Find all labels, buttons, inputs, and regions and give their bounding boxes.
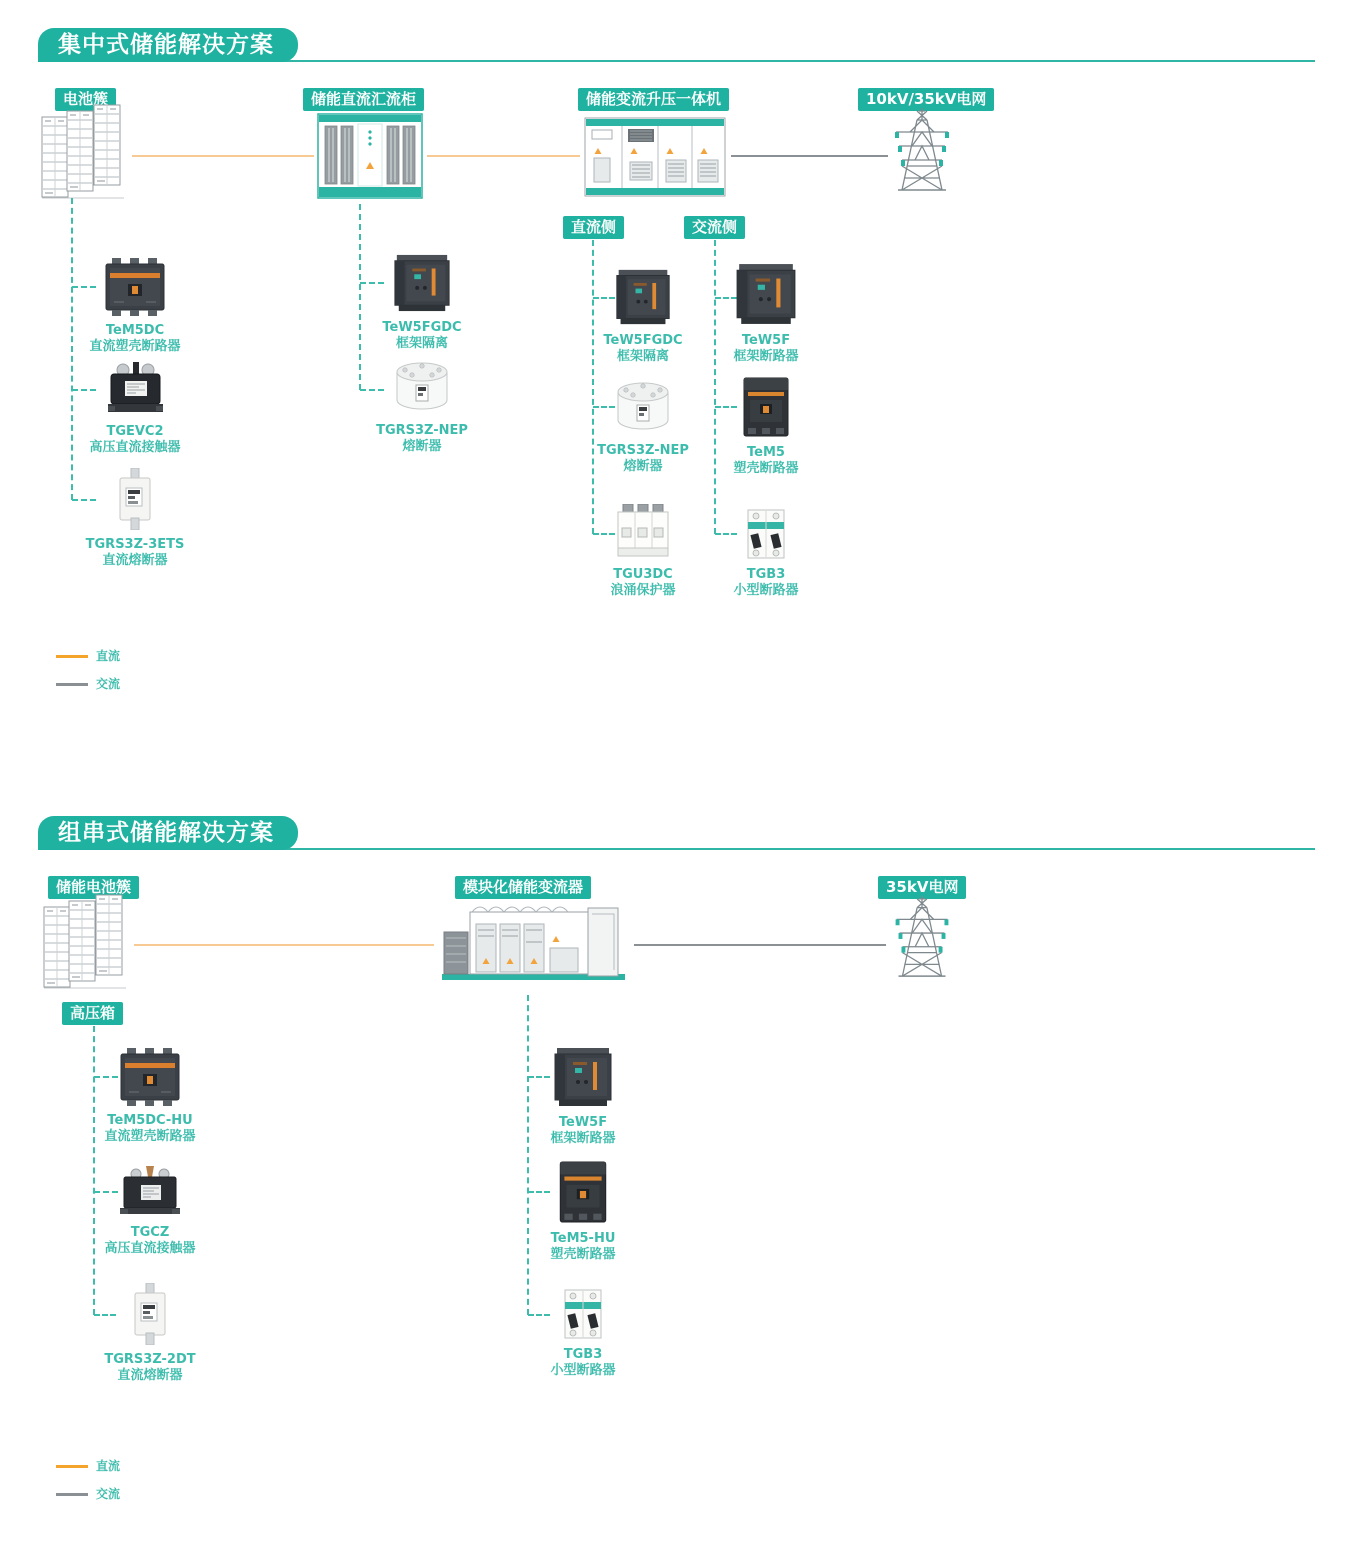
mccb-product-image bbox=[104, 258, 166, 316]
product-name: 直流塑壳断路器 bbox=[89, 339, 181, 354]
cylinder-fuse-product-image bbox=[393, 358, 451, 416]
legend-ac-label: 交流 bbox=[96, 677, 121, 691]
cylinder-fuse-product-image bbox=[614, 378, 672, 436]
legend-dc-label: 直流 bbox=[96, 649, 121, 663]
product-model: TGCZ bbox=[130, 1225, 170, 1240]
product-name: 框架断路器 bbox=[550, 1131, 616, 1146]
product-model: TeM5 bbox=[747, 445, 785, 460]
legend-dc-line bbox=[56, 1465, 88, 1468]
product-model: TeW5F bbox=[741, 333, 791, 348]
acb-product-image bbox=[735, 262, 797, 326]
dc-combiner-cabinet-illustration bbox=[316, 110, 424, 202]
node-label-pcs-booster: 储能变流升压一体机 bbox=[578, 88, 729, 111]
dashed-connector bbox=[359, 204, 361, 390]
product-model: TeM5DC bbox=[105, 323, 165, 338]
product-card bbox=[583, 504, 703, 599]
product-card bbox=[583, 268, 703, 365]
acb-product-image bbox=[392, 253, 452, 313]
legend-ac-line bbox=[56, 1493, 88, 1496]
product-name: 熔断器 bbox=[623, 459, 663, 474]
product-card bbox=[706, 506, 826, 599]
mccb-product-image bbox=[119, 1048, 181, 1106]
mini-breaker-product-image bbox=[746, 506, 786, 560]
product-name: 浪涌保护器 bbox=[610, 583, 676, 598]
battery-rack-illustration bbox=[42, 892, 130, 992]
product-name: 框架隔离 bbox=[395, 336, 448, 351]
product-card bbox=[523, 1046, 643, 1147]
legend-ac-label: 交流 bbox=[96, 1487, 121, 1501]
legend-dc-label: 直流 bbox=[96, 1459, 121, 1473]
node-label-grid: 10kV/35kV电网 bbox=[858, 88, 994, 111]
product-name: 直流塑壳断路器 bbox=[104, 1129, 196, 1144]
modular-converter-illustration bbox=[436, 896, 631, 991]
pcs-booster-illustration bbox=[582, 112, 728, 202]
badge-hv-box: 高压箱 bbox=[62, 1002, 123, 1025]
product-card bbox=[523, 1160, 643, 1263]
product-name: 塑壳断路器 bbox=[550, 1247, 616, 1262]
product-card bbox=[75, 258, 195, 355]
contactor-product-image bbox=[108, 362, 163, 417]
product-card bbox=[583, 378, 703, 475]
badge-dc-side: 直流侧 bbox=[563, 216, 624, 239]
mccb-product-image bbox=[740, 376, 792, 438]
product-model: TGU3DC bbox=[613, 567, 673, 582]
contactor-product-image bbox=[120, 1166, 180, 1218]
product-model: TGB3 bbox=[563, 1347, 603, 1362]
product-model: TGRS3Z-3ETS bbox=[85, 537, 185, 552]
dc-connection-line bbox=[427, 155, 580, 157]
mccb-product-image bbox=[556, 1160, 610, 1224]
product-card bbox=[523, 1286, 643, 1379]
product-model: TeW5FGDC bbox=[382, 320, 462, 335]
node-label-storage-battery-cluster: 储能电池簇 bbox=[48, 876, 139, 899]
acb-product-image bbox=[614, 268, 672, 326]
product-name: 高压直流接触器 bbox=[89, 440, 181, 455]
product-model: TGEVC2 bbox=[106, 424, 164, 439]
product-name: 高压直流接触器 bbox=[104, 1241, 196, 1256]
product-card bbox=[90, 1283, 210, 1384]
dc-connection-line bbox=[132, 155, 314, 157]
ac-connection-line bbox=[634, 944, 886, 946]
section2-title: 组串式储能解决方案 bbox=[38, 816, 298, 850]
product-model: TGB3 bbox=[746, 567, 786, 582]
product-model: TeW5FGDC bbox=[603, 333, 683, 348]
badge-ac-side: 交流侧 bbox=[684, 216, 745, 239]
product-model: TeM5-HU bbox=[550, 1231, 616, 1246]
dashed-connector bbox=[71, 198, 73, 500]
node-label-dc-combiner: 储能直流汇流柜 bbox=[303, 88, 424, 111]
grid-tower-illustration bbox=[890, 892, 954, 980]
node-label-grid: 35kV电网 bbox=[878, 876, 966, 899]
product-name: 直流熔断器 bbox=[102, 553, 168, 568]
mini-breaker-product-image bbox=[563, 1286, 603, 1340]
product-model: TGRS3Z-NEP bbox=[597, 443, 689, 458]
node-label-battery-cluster: 电池簇 bbox=[55, 88, 116, 111]
product-name: 框架断路器 bbox=[733, 349, 799, 364]
battery-rack-illustration bbox=[40, 104, 128, 200]
product-card bbox=[362, 253, 482, 352]
product-name: 塑壳断路器 bbox=[733, 461, 799, 476]
fuse-product-image bbox=[118, 468, 152, 530]
product-name: 直流熔断器 bbox=[117, 1368, 183, 1383]
acb-product-image bbox=[553, 1046, 613, 1108]
product-card bbox=[362, 358, 482, 455]
product-card bbox=[706, 376, 826, 477]
fuse-product-image bbox=[133, 1283, 167, 1345]
legend-ac-line bbox=[56, 683, 88, 686]
grid-tower-illustration bbox=[890, 104, 954, 194]
section1-title: 集中式储能解决方案 bbox=[38, 28, 298, 62]
product-model: TGRS3Z-2DT bbox=[104, 1352, 196, 1367]
product-name: 小型断路器 bbox=[733, 583, 799, 598]
ac-connection-line bbox=[731, 155, 888, 157]
product-model: TGRS3Z-NEP bbox=[376, 423, 468, 438]
product-card bbox=[90, 1166, 210, 1257]
node-label-modular-pcs: 模块化储能变流器 bbox=[455, 876, 591, 899]
legend-dc-line bbox=[56, 655, 88, 658]
product-name: 框架隔离 bbox=[616, 349, 669, 364]
product-card bbox=[90, 1048, 210, 1145]
dashed-connector bbox=[527, 995, 529, 1315]
product-model: TeW5F bbox=[558, 1115, 608, 1130]
dc-connection-line bbox=[134, 944, 434, 946]
product-name: 小型断路器 bbox=[550, 1363, 616, 1378]
surge-protector-product-image bbox=[616, 504, 670, 560]
product-card bbox=[75, 362, 195, 456]
product-name: 熔断器 bbox=[402, 439, 442, 454]
product-card bbox=[706, 262, 826, 365]
product-card bbox=[75, 468, 195, 569]
product-model: TeM5DC-HU bbox=[107, 1113, 193, 1128]
